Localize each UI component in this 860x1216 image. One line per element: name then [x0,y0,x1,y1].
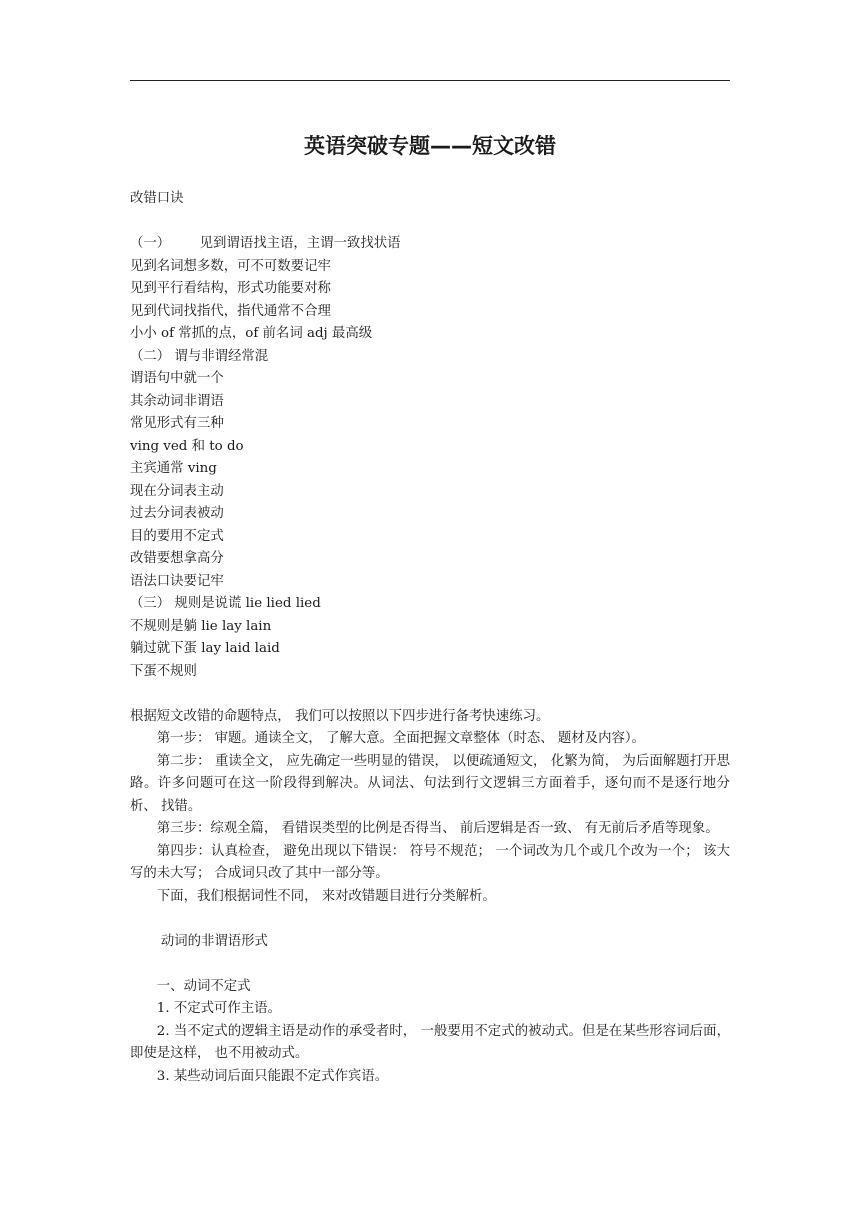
section1-line: 小小 of 常抓的点，of 前名词 adj 最高级 [130,326,373,341]
step-paragraph: 第一步： 审题。通读全文， 了解大意。全面把握文章整体（时态、 题材及内容）。 [156,731,645,746]
header-rule [130,80,730,81]
section2-line: 过去分词表被动 [130,506,224,521]
section1-first-text: 见到谓语找主语，主谓一致找状语 [199,236,401,251]
blank-line [130,908,730,931]
part1-heading: 一、动词不定式 [156,978,251,994]
part1-item: 1. 不定式可作主语。 [156,1001,281,1016]
section2-line: 其余动词非谓语 [130,393,224,409]
section3-heading: （三） 规则是说谎 lie lied lied [130,596,321,611]
section2-line: 改错要想拿高分 [130,551,224,566]
blank-line [130,683,730,706]
section1-first-line [130,233,730,256]
part1-item: 3. 某些动词后面只能跟不定式作宾语。 [156,1068,389,1084]
subsection-title: 动词的非谓语形式 [160,933,268,949]
intro-paragraph: 根据短文改错的命题特点， 我们可以按照以下四步进行备考快速练习。 [130,708,550,724]
section1-label: （一） [130,236,171,251]
section2-line: 主宾通常 ving [130,461,217,476]
document-title: 英语突破专题——短文改错 [304,134,556,158]
mnemonic-heading: 改错口诀 [130,191,184,206]
step-paragraph: 第三步：综观全篇， 看错误类型的比例是否得当、 前后逻辑是否一致、 有无前后矛盾等现象。 [156,821,719,836]
blank-line [130,953,730,976]
section2-line: ving ved 和 to do [130,438,244,454]
step-paragraph: 第二步： 重读全文， 应先确定一些明显的错误， 以便疏通短文， 化繁为简， 为后面解题打开思路。许多问题可在这一阶段得到解决。从词法、句法到行文逻辑三方面着手，逐句而不是逐行地分析、 找错。 [130,753,730,814]
closing-paragraph: 下面，我们根据词性不同， 来对改错题目进行分类解析。 [156,888,496,904]
blank-line [130,211,730,234]
section1-line: 见到名词想多数，可不可数要记牢 [130,258,331,274]
section3-line: 下蛋不规则 [130,663,197,679]
step-paragraph: 第四步：认真检查， 避免出现以下错误： 符号不规范； 一个词改为几个或几个改为一个； 该大写的未大写； 合成词只改了其中一部分等。 [130,843,730,881]
section1-line: 见到代词找指代，指代通常不合理 [130,303,331,319]
section2-line: 语法口诀要记牢 [130,573,224,589]
section2-heading: （二） 谓与非谓经常混 [130,348,269,364]
section1-line: 见到平行看结构，形式功能要对称 [130,281,331,296]
section2-line: 谓语句中就一个 [130,371,224,386]
section3-line: 不规则是躺 lie lay lain [130,618,272,634]
section3-line: 躺过就下蛋 lay laid laid [130,641,280,656]
document-body [130,188,730,1088]
section2-line: 目的要用不定式 [130,528,224,544]
part1-item: 2. 当不定式的逻辑主语是动作的承受者时， 一般要用不定式的被动式。但是在某些形容词后面， 即使是这样， 也不用被动式。 [130,1023,730,1061]
section2-line: 常见形式有三种 [130,416,224,431]
section2-line: 现在分词表主动 [130,483,224,499]
